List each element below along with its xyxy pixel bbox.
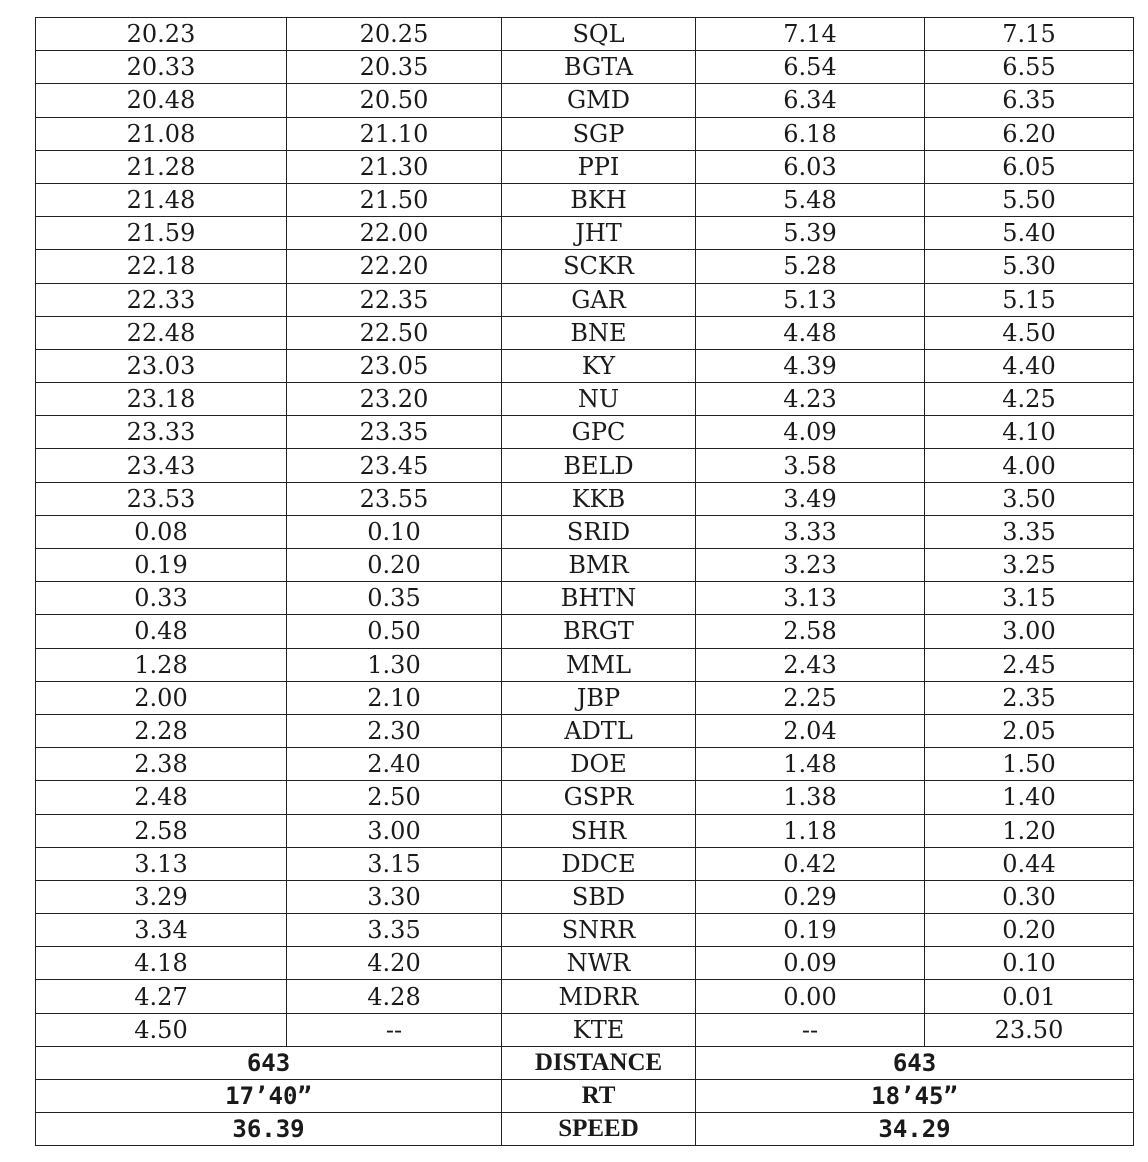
distance-label: DISTANCE [502, 1046, 696, 1079]
table-row [36, 947, 1134, 980]
table-row [36, 250, 1134, 283]
arrival-down-cell: 6.18 [696, 117, 925, 150]
table-row [36, 217, 1134, 250]
arrival-down-cell: 0.19 [696, 914, 925, 947]
table-row [36, 1013, 1134, 1046]
table-row [36, 383, 1134, 416]
rt-right: 18’45” [696, 1080, 1134, 1113]
arrival-up-cell: 21.08 [36, 117, 287, 150]
departure-up-cell: 23.45 [287, 449, 502, 482]
arrival-down-cell: 3.13 [696, 582, 925, 615]
arrival-down-cell: 6.54 [696, 51, 925, 84]
departure-down-cell: 1.20 [925, 814, 1134, 847]
arrival-down-cell: 5.39 [696, 217, 925, 250]
table-row [36, 51, 1134, 84]
departure-down-cell: 6.35 [925, 84, 1134, 117]
departure-down-cell: 7.15 [925, 18, 1134, 51]
summary-row-rt [36, 1080, 1134, 1113]
arrival-down-cell: 7.14 [696, 18, 925, 51]
arrival-up-cell: 23.03 [36, 349, 287, 382]
station-code-cell: BKH [502, 183, 696, 216]
departure-down-cell: 0.44 [925, 847, 1134, 880]
station-code-cell: KTE [502, 1013, 696, 1046]
station-code-cell: BMR [502, 549, 696, 582]
station-code-cell: JBP [502, 681, 696, 714]
departure-down-cell: 6.20 [925, 117, 1134, 150]
arrival-down-cell: 5.28 [696, 250, 925, 283]
departure-down-cell: 2.45 [925, 648, 1134, 681]
arrival-down-cell: 0.29 [696, 880, 925, 913]
departure-down-cell: 6.55 [925, 51, 1134, 84]
arrival-up-cell: 20.23 [36, 18, 287, 51]
departure-down-cell: 6.05 [925, 150, 1134, 183]
departure-up-cell: 2.30 [287, 714, 502, 747]
arrival-up-cell: 21.48 [36, 183, 287, 216]
arrival-up-cell: 2.28 [36, 714, 287, 747]
departure-up-cell: 0.10 [287, 515, 502, 548]
arrival-down-cell: -- [696, 1013, 925, 1046]
station-code-cell: DDCE [502, 847, 696, 880]
departure-up-cell: 22.00 [287, 217, 502, 250]
arrival-up-cell: 23.33 [36, 416, 287, 449]
distance-right: 643 [696, 1046, 1134, 1079]
arrival-up-cell: 4.27 [36, 980, 287, 1013]
departure-down-cell: 4.50 [925, 316, 1134, 349]
station-code-cell: JHT [502, 217, 696, 250]
departure-down-cell: 0.10 [925, 947, 1134, 980]
arrival-up-cell: 4.18 [36, 947, 287, 980]
speed-left: 36.39 [36, 1113, 502, 1146]
departure-up-cell: 3.30 [287, 880, 502, 913]
timetable [35, 17, 1134, 1146]
arrival-down-cell: 0.42 [696, 847, 925, 880]
departure-up-cell: 23.05 [287, 349, 502, 382]
departure-up-cell: 20.50 [287, 84, 502, 117]
arrival-up-cell: 23.18 [36, 383, 287, 416]
arrival-down-cell: 1.38 [696, 781, 925, 814]
arrival-up-cell: 4.50 [36, 1013, 287, 1046]
departure-down-cell: 23.50 [925, 1013, 1134, 1046]
arrival-down-cell: 3.33 [696, 515, 925, 548]
arrival-up-cell: 22.33 [36, 283, 287, 316]
arrival-down-cell: 3.23 [696, 549, 925, 582]
departure-down-cell: 4.00 [925, 449, 1134, 482]
departure-down-cell: 4.10 [925, 416, 1134, 449]
station-code-cell: BNE [502, 316, 696, 349]
table-row [36, 615, 1134, 648]
table-row [36, 980, 1134, 1013]
table-row [36, 349, 1134, 382]
arrival-down-cell: 2.25 [696, 681, 925, 714]
departure-up-cell: 2.50 [287, 781, 502, 814]
departure-up-cell: 3.35 [287, 914, 502, 947]
rt-label: RT [502, 1080, 696, 1113]
speed-right: 34.29 [696, 1113, 1134, 1146]
station-code-cell: SBD [502, 880, 696, 913]
table-row [36, 449, 1134, 482]
table-row [36, 781, 1134, 814]
departure-up-cell: 23.20 [287, 383, 502, 416]
station-code-cell: KKB [502, 482, 696, 515]
station-code-cell: GMD [502, 84, 696, 117]
arrival-up-cell: 20.33 [36, 51, 287, 84]
table-row [36, 880, 1134, 913]
arrival-up-cell: 21.28 [36, 150, 287, 183]
table-row [36, 117, 1134, 150]
station-code-cell: BGTA [502, 51, 696, 84]
departure-up-cell: 3.00 [287, 814, 502, 847]
arrival-down-cell: 4.23 [696, 383, 925, 416]
departure-up-cell: 3.15 [287, 847, 502, 880]
departure-up-cell: -- [287, 1013, 502, 1046]
arrival-down-cell: 5.48 [696, 183, 925, 216]
departure-up-cell: 22.20 [287, 250, 502, 283]
station-code-cell: SQL [502, 18, 696, 51]
arrival-up-cell: 0.08 [36, 515, 287, 548]
arrival-up-cell: 23.43 [36, 449, 287, 482]
timetable-body [36, 18, 1134, 1146]
arrival-up-cell: 0.19 [36, 549, 287, 582]
arrival-down-cell: 2.43 [696, 648, 925, 681]
arrival-down-cell: 1.48 [696, 748, 925, 781]
departure-down-cell: 3.50 [925, 482, 1134, 515]
station-code-cell: PPI [502, 150, 696, 183]
departure-down-cell: 3.00 [925, 615, 1134, 648]
arrival-down-cell: 3.49 [696, 482, 925, 515]
station-code-cell: BHTN [502, 582, 696, 615]
distance-left: 643 [36, 1046, 502, 1079]
table-row [36, 150, 1134, 183]
station-code-cell: SCKR [502, 250, 696, 283]
departure-up-cell: 23.55 [287, 482, 502, 515]
table-row [36, 814, 1134, 847]
station-code-cell: SRID [502, 515, 696, 548]
station-code-cell: NWR [502, 947, 696, 980]
arrival-up-cell: 3.13 [36, 847, 287, 880]
arrival-up-cell: 22.48 [36, 316, 287, 349]
departure-down-cell: 0.30 [925, 880, 1134, 913]
table-row [36, 416, 1134, 449]
departure-up-cell: 22.50 [287, 316, 502, 349]
arrival-up-cell: 3.34 [36, 914, 287, 947]
table-row [36, 748, 1134, 781]
departure-down-cell: 3.15 [925, 582, 1134, 615]
departure-up-cell: 0.35 [287, 582, 502, 615]
arrival-up-cell: 21.59 [36, 217, 287, 250]
departure-up-cell: 2.40 [287, 748, 502, 781]
departure-down-cell: 3.25 [925, 549, 1134, 582]
departure-down-cell: 2.35 [925, 681, 1134, 714]
arrival-up-cell: 3.29 [36, 880, 287, 913]
rt-left: 17’40” [36, 1080, 502, 1113]
departure-down-cell: 5.50 [925, 183, 1134, 216]
arrival-up-cell: 2.58 [36, 814, 287, 847]
table-row [36, 482, 1134, 515]
table-row [36, 582, 1134, 615]
station-code-cell: GSPR [502, 781, 696, 814]
arrival-down-cell: 2.04 [696, 714, 925, 747]
arrival-up-cell: 0.33 [36, 582, 287, 615]
station-code-cell: GPC [502, 416, 696, 449]
arrival-down-cell: 6.03 [696, 150, 925, 183]
departure-down-cell: 0.01 [925, 980, 1134, 1013]
summary-row-distance [36, 1046, 1134, 1079]
table-row [36, 681, 1134, 714]
table-row [36, 914, 1134, 947]
departure-down-cell: 2.05 [925, 714, 1134, 747]
station-code-cell: SHR [502, 814, 696, 847]
station-code-cell: MDRR [502, 980, 696, 1013]
station-code-cell: SGP [502, 117, 696, 150]
departure-up-cell: 4.28 [287, 980, 502, 1013]
arrival-down-cell: 5.13 [696, 283, 925, 316]
departure-up-cell: 1.30 [287, 648, 502, 681]
arrival-down-cell: 3.58 [696, 449, 925, 482]
arrival-up-cell: 2.38 [36, 748, 287, 781]
station-code-cell: DOE [502, 748, 696, 781]
departure-up-cell: 21.30 [287, 150, 502, 183]
departure-down-cell: 3.35 [925, 515, 1134, 548]
arrival-up-cell: 23.53 [36, 482, 287, 515]
table-row [36, 18, 1134, 51]
station-code-cell: ADTL [502, 714, 696, 747]
arrival-up-cell: 2.00 [36, 681, 287, 714]
arrival-down-cell: 0.00 [696, 980, 925, 1013]
arrival-up-cell: 0.48 [36, 615, 287, 648]
departure-up-cell: 20.25 [287, 18, 502, 51]
departure-up-cell: 0.20 [287, 549, 502, 582]
departure-up-cell: 22.35 [287, 283, 502, 316]
table-row [36, 549, 1134, 582]
departure-up-cell: 23.35 [287, 416, 502, 449]
departure-down-cell: 0.20 [925, 914, 1134, 947]
departure-up-cell: 4.20 [287, 947, 502, 980]
departure-down-cell: 1.40 [925, 781, 1134, 814]
departure-down-cell: 4.40 [925, 349, 1134, 382]
table-row [36, 84, 1134, 117]
table-row [36, 183, 1134, 216]
station-code-cell: NU [502, 383, 696, 416]
departure-up-cell: 20.35 [287, 51, 502, 84]
table-row [36, 316, 1134, 349]
departure-down-cell: 4.25 [925, 383, 1134, 416]
station-code-cell: MML [502, 648, 696, 681]
arrival-up-cell: 22.18 [36, 250, 287, 283]
station-code-cell: KY [502, 349, 696, 382]
arrival-up-cell: 2.48 [36, 781, 287, 814]
arrival-down-cell: 6.34 [696, 84, 925, 117]
arrival-down-cell: 0.09 [696, 947, 925, 980]
arrival-down-cell: 2.58 [696, 615, 925, 648]
departure-up-cell: 0.50 [287, 615, 502, 648]
arrival-up-cell: 20.48 [36, 84, 287, 117]
arrival-down-cell: 4.09 [696, 416, 925, 449]
station-code-cell: BELD [502, 449, 696, 482]
departure-up-cell: 21.10 [287, 117, 502, 150]
arrival-down-cell: 4.39 [696, 349, 925, 382]
station-code-cell: SNRR [502, 914, 696, 947]
departure-down-cell: 1.50 [925, 748, 1134, 781]
departure-down-cell: 5.15 [925, 283, 1134, 316]
departure-down-cell: 5.30 [925, 250, 1134, 283]
station-code-cell: BRGT [502, 615, 696, 648]
arrival-down-cell: 4.48 [696, 316, 925, 349]
summary-row-speed [36, 1113, 1134, 1146]
table-row [36, 283, 1134, 316]
departure-up-cell: 21.50 [287, 183, 502, 216]
arrival-up-cell: 1.28 [36, 648, 287, 681]
departure-down-cell: 5.40 [925, 217, 1134, 250]
table-row [36, 515, 1134, 548]
station-code-cell: GAR [502, 283, 696, 316]
speed-label: SPEED [502, 1113, 696, 1146]
arrival-down-cell: 1.18 [696, 814, 925, 847]
table-row [36, 648, 1134, 681]
table-row [36, 714, 1134, 747]
departure-up-cell: 2.10 [287, 681, 502, 714]
table-row [36, 847, 1134, 880]
